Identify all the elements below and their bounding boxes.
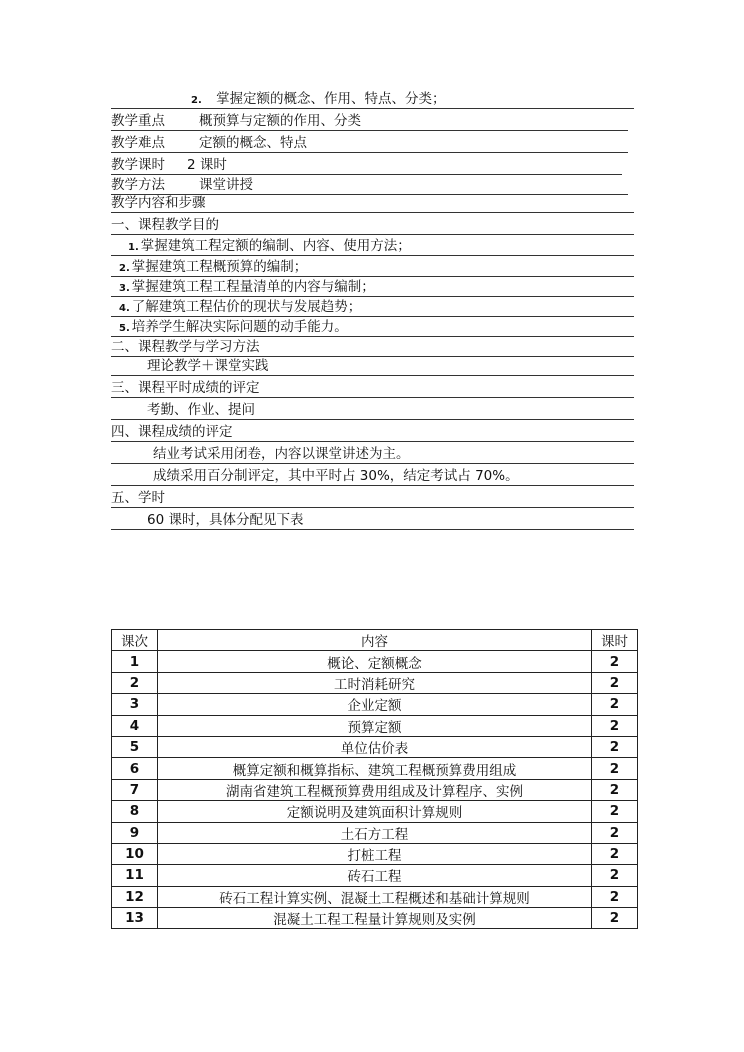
section5-body: 60 课时，具体分配见下表 <box>111 512 634 530</box>
table-row <box>112 801 638 822</box>
section4-title: 四、课程成绩的评定 <box>111 424 634 442</box>
table-row <box>112 758 638 779</box>
cell-hours: 2 <box>592 758 638 779</box>
cell-lesson-no: 11 <box>112 865 158 886</box>
cell-lesson-no: 10 <box>112 843 158 864</box>
section3-title: 三、课程平时成绩的评定 <box>111 380 634 398</box>
cell-lesson-no: 1 <box>112 651 158 672</box>
difficulties-row <box>111 135 628 153</box>
item-number: 3. <box>119 283 130 294</box>
table-row <box>112 736 638 757</box>
item-number: 5. <box>119 323 130 334</box>
cell-content: 企业定额 <box>158 694 592 715</box>
cell-content: 定额说明及建筑面积计算规则 <box>158 801 592 822</box>
section3-body: 考勤、作业、提问 <box>111 402 634 420</box>
item-number: 4. <box>119 303 130 314</box>
table-row <box>112 779 638 800</box>
key-points-row <box>111 113 628 131</box>
section2-body: 理论教学＋课堂实践 <box>111 358 634 376</box>
cell-lesson-no: 7 <box>112 779 158 800</box>
hours-row <box>111 157 622 175</box>
cell-hours: 2 <box>592 736 638 757</box>
cell-content: 湖南省建筑工程概预算费用组成及计算程序、实例 <box>158 779 592 800</box>
cell-content: 单位估价表 <box>158 736 592 757</box>
key-points-label: 教学重点 <box>111 113 165 129</box>
cell-lesson-no: 9 <box>112 822 158 843</box>
item-text: 掌握定额的概念、作用、特点、分类； <box>216 91 446 107</box>
cell-lesson-no: 2 <box>112 672 158 693</box>
cell-hours: 2 <box>592 886 638 907</box>
table-row <box>112 843 638 864</box>
cell-hours: 2 <box>592 651 638 672</box>
item-number: 1. <box>128 242 139 253</box>
item-text: 掌握建筑工程工程量清单的内容与编制； <box>131 279 375 295</box>
item-text: 掌握建筑工程定额的编制、内容、使用方法； <box>140 238 411 254</box>
cell-content: 概算定额和概算指标、建筑工程概预算费用组成 <box>158 758 592 779</box>
cell-hours: 2 <box>592 822 638 843</box>
table-row <box>112 865 638 886</box>
table-row <box>112 908 638 929</box>
cell-content: 砖石工程计算实例、混凝土工程概述和基础计算规则 <box>158 886 592 907</box>
item-number: 2. <box>191 95 202 106</box>
section1-item <box>111 319 634 337</box>
table-row <box>112 715 638 736</box>
key-points-value: 概预算与定额的作用、分类 <box>199 113 361 129</box>
content-heading: 教学内容和步骤 <box>111 195 634 213</box>
cell-content: 打桩工程 <box>158 843 592 864</box>
header-content: 内容 <box>158 630 592 651</box>
item-text: 培养学生解决实际问题的动手能力。 <box>131 319 348 335</box>
cell-content: 预算定额 <box>158 715 592 736</box>
table-row <box>112 672 638 693</box>
section1-item <box>111 238 634 256</box>
method-value: 课堂讲授 <box>199 177 253 193</box>
section2-title: 二、课程教学与学习方法 <box>111 339 634 357</box>
cell-hours: 2 <box>592 908 638 929</box>
table-header-row <box>112 630 638 651</box>
difficulties-value: 定额的概念、特点 <box>199 135 307 151</box>
cell-lesson-no: 3 <box>112 694 158 715</box>
cell-hours: 2 <box>592 694 638 715</box>
section5-title: 五、学时 <box>111 490 634 508</box>
cell-lesson-no: 5 <box>112 736 158 757</box>
cell-lesson-no: 6 <box>112 758 158 779</box>
item-text: 掌握建筑工程概预算的编制； <box>131 259 308 275</box>
cell-hours: 2 <box>592 801 638 822</box>
cell-hours: 2 <box>592 865 638 886</box>
cell-content: 概论、定额概念 <box>158 651 592 672</box>
method-label: 教学方法 <box>111 177 165 193</box>
section1-item <box>111 299 634 317</box>
cell-lesson-no: 8 <box>112 801 158 822</box>
section1-item <box>111 279 634 297</box>
cell-lesson-no: 13 <box>112 908 158 929</box>
header-lesson: 课次 <box>112 630 158 651</box>
cell-content: 砖石工程 <box>158 865 592 886</box>
cell-lesson-no: 12 <box>112 886 158 907</box>
section4-line1: 结业考试采用闭卷，内容以课堂讲述为主。 <box>111 446 634 464</box>
hours-label: 教学课时 <box>111 157 165 173</box>
cell-hours: 2 <box>592 843 638 864</box>
table-row <box>112 822 638 843</box>
hours-value: 2 课时 <box>187 157 227 173</box>
table-row <box>112 651 638 672</box>
method-row <box>111 177 628 195</box>
objective-item-2 <box>111 91 634 109</box>
section1-item <box>111 259 634 277</box>
item-number: 2. <box>119 263 130 274</box>
cell-hours: 2 <box>592 779 638 800</box>
section4-line2: 成绩采用百分制评定，其中平时占 30%，结定考试占 70%。 <box>111 468 634 486</box>
cell-lesson-no: 4 <box>112 715 158 736</box>
cell-content: 土石方工程 <box>158 822 592 843</box>
item-text: 了解建筑工程估价的现状与发展趋势； <box>131 299 362 315</box>
difficulties-label: 教学难点 <box>111 135 165 151</box>
header-hours: 课时 <box>592 630 638 651</box>
cell-content: 工时消耗研究 <box>158 672 592 693</box>
table-row <box>112 694 638 715</box>
section1-title: 一、课程教学目的 <box>111 217 634 235</box>
schedule-table <box>111 629 638 929</box>
cell-hours: 2 <box>592 715 638 736</box>
cell-content: 混凝土工程工程量计算规则及实例 <box>158 908 592 929</box>
table-row <box>112 886 638 907</box>
cell-hours: 2 <box>592 672 638 693</box>
